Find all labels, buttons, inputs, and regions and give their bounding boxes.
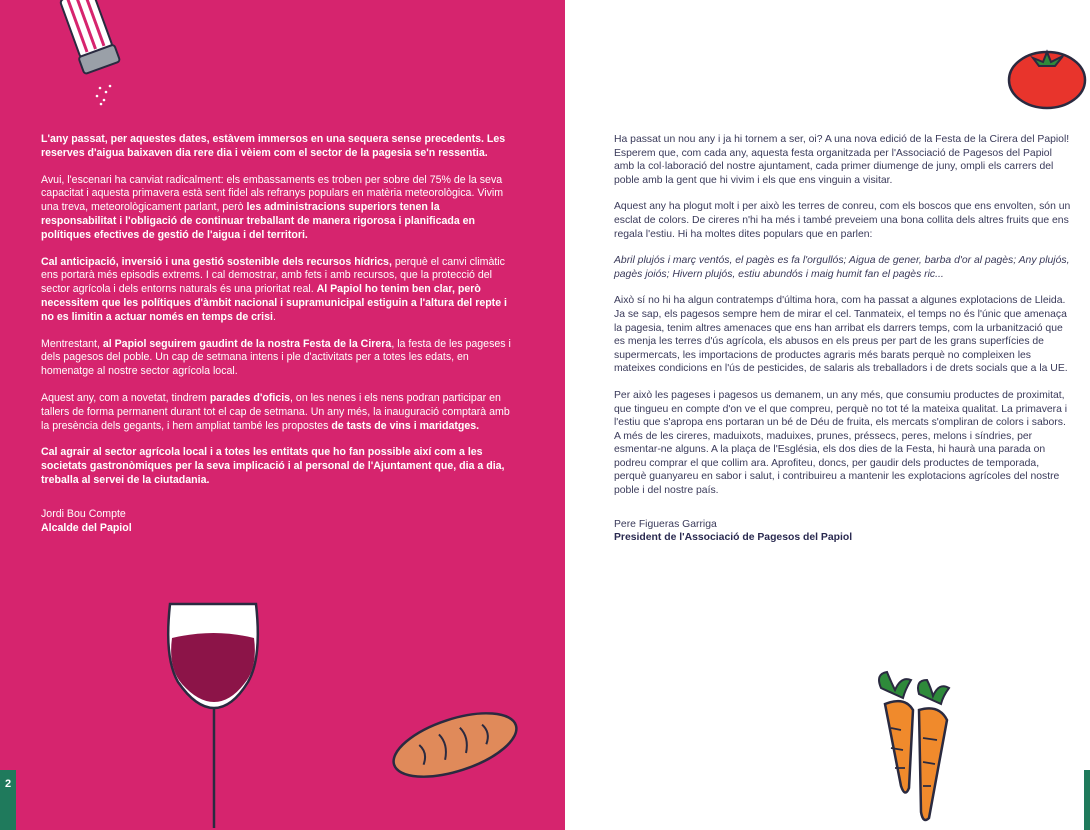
left-paragraph (41, 174, 511, 243)
signature-role: Alcalde del Papiol (41, 521, 132, 534)
text-run: Aquest any ha plogut molt i per això les terres de conreu, com els boscos que ens envolten, són un esclat de colors. De cireres n'hi ha més i també preveiem una bona collita dels altres fruits que ens regala l'estiu. Hi ha moltes dites populars que en parlen: (614, 201, 1071, 240)
left-paragraph (41, 256, 511, 325)
text-run: al Papiol seguirem gaudint de la nostra Festa de la Cirera (102, 337, 392, 350)
text-run: . (272, 310, 276, 323)
left-column-text (41, 133, 511, 548)
tomato-icon (1005, 42, 1089, 110)
signature-role: President de l'Associació de Pagesos del Papiol (614, 532, 853, 544)
right-paragraph (614, 389, 1074, 498)
text-run: de tasts de vins i maridatges. (331, 419, 480, 432)
text-run: perquè el canvi climàtic ens portarà més episodis extrems. I cal demostrar, amb fets i amb recursos, que la protecció del sector agrícola i dels entorns naturals és una prioritat real. (41, 255, 505, 296)
text-run: Ha passat un nou any i ja hi tornem a ser, oi? A una nova edició de la Festa de la Cirera del Papiol! Esperem que, com cada any, aquesta festa organitzada per l'Associació de Pagesos del Papiol amb la col·laboració del nostre ajuntament, cada primer diumenge de juny, ompli els carrers del poble amb la gent que hi vivim i els que ens vinguin a visitar. (614, 134, 1070, 186)
page-number: 2 (0, 770, 16, 830)
text-run: les administracions superiors tenen la responsabilitat i l'obligació de continuar treballant de manera rigorosa i planificada en polítiques efectives de gestió de l'aigua i del territori. (41, 201, 476, 241)
right-column-text (614, 133, 1074, 558)
text-run: Cal agrair al sector agrícola local i a totes les entitats que ho fan possible així com a les societats gastronòmiques per la seva implicació i al personal de l'Ajuntament que, dia a dia, treballa al servei de la ciutadania. (41, 446, 505, 486)
text-run: Aquest any, com a novetat, tindrem (41, 391, 210, 404)
left-paragraph (41, 133, 511, 161)
text-run: Al Papiol ho tenim ben clar, però necessitem que les polítiques d'àmbit nacional i supramunicipal estiguin a l'altura del repte i no es limitin a actuar només en temps de crisi (41, 283, 507, 323)
text-run: Mentrestant, (41, 337, 103, 350)
wine-glass-icon (160, 598, 270, 830)
left-signature (41, 508, 511, 536)
text-run: Això sí no hi ha algun contratemps d'última hora, com ha passat a algunes explotacions de Lleida. Ja se sap, els pagesos sempre hem de mirar el cel. Tanmateix, el temps no és l'únic que amenaça la pagesia, tenim altres amenaces que ens han arribat els darrers temps, com la urbanització que es menja les terres d'ús agrícola, els abusos en els preus per part de les grans superfícies de supermercats, les importacions de productes agraris més barats perquè no compleixen les mateixes condicions en l'ús de pesticides, de salaris als treballadors i de drets socials que a la UE. (614, 295, 1068, 375)
left-paragraph (41, 338, 511, 379)
left-paragraph (41, 392, 511, 433)
bread-icon (385, 700, 525, 790)
right-signature (614, 518, 1074, 545)
right-paragraph (614, 200, 1074, 241)
text-run: , on les nenes i els nens podran participar en tallers de forma permanent durant tot el cap de setmana. Un any més, la inauguració comptarà amb la presència dels gegants, i hem ampliat també les propostes (41, 391, 510, 432)
text-run: parades d'oficis (209, 391, 291, 404)
right-paragraph (614, 294, 1074, 376)
carrots-icon (857, 668, 967, 828)
signature-name: Pere Figueras Garriga (614, 518, 717, 530)
text-run: Per això les pageses i pagesos us demanem, un any més, que consumiu productes de proximitat, que tingueu en compte d'on ve el que compreu, perquè no tot té la mateixa qualitat. La primavera i l'estiu que s'apropa ens portaran un bé de Déu de fruita, els mercats s'ompliran de colors i sabors. A més de les cireres, maduixots, maduixes, prunes, préssecs, peres, melons i síndries, per esmentar-ne alguns. A la plaça de l'Església, els dos dies de la Festa, hi haurà una parada on podreu comprar el que collim ara. Aprofiteu, doncs, per gaudir dels productes de temporada, perquè guanyareu en sabor i salut, i contribuireu a mantenir les explotacions agrícoles del nostre poble i del nostre país. (614, 389, 1068, 497)
text-run: Avui, l'escenari ha canviat radicalment: els embassaments es troben per sobre del 75% de la seva capacitat i aquesta primavera està sent fidel als refranys populars en matèria meteorològica. Vivim una treva, meteorològicament parlant, però (41, 173, 504, 214)
right-page (565, 0, 1090, 830)
right-paragraph (614, 254, 1074, 281)
text-run: Abril plujós i març ventós, el pagès es fa l'orgullós; Aigua de gener, barba d'or al pagès; Any plujós, pagès joiós; Hivern plujós, estiu abundós i maig humit fan el pagès ric... (614, 255, 1070, 280)
text-run: Cal anticipació, inversió i una gestió sostenible dels recursos hídrics, (41, 255, 392, 268)
left-paragraph (41, 446, 511, 487)
text-run: L'any passat, per aquestes dates, estàvem immersos en una sequera sense precedents. Les reserves d'aigua baixaven dia rere dia i vèiem com el sector de la pagesia se'n ressentia. (41, 133, 506, 159)
right-paragraph (614, 133, 1074, 187)
text-run: , la festa de les pageses i dels pagesos del poble. Un cap de setmana intens i ple d'activitats per a totes les edats, en homenatge al nostre sector agrícola local. (41, 337, 511, 378)
page-edge-bar (1084, 770, 1090, 830)
salt-shaker-icon (50, 0, 140, 120)
signature-name: Jordi Bou Compte (41, 507, 126, 520)
